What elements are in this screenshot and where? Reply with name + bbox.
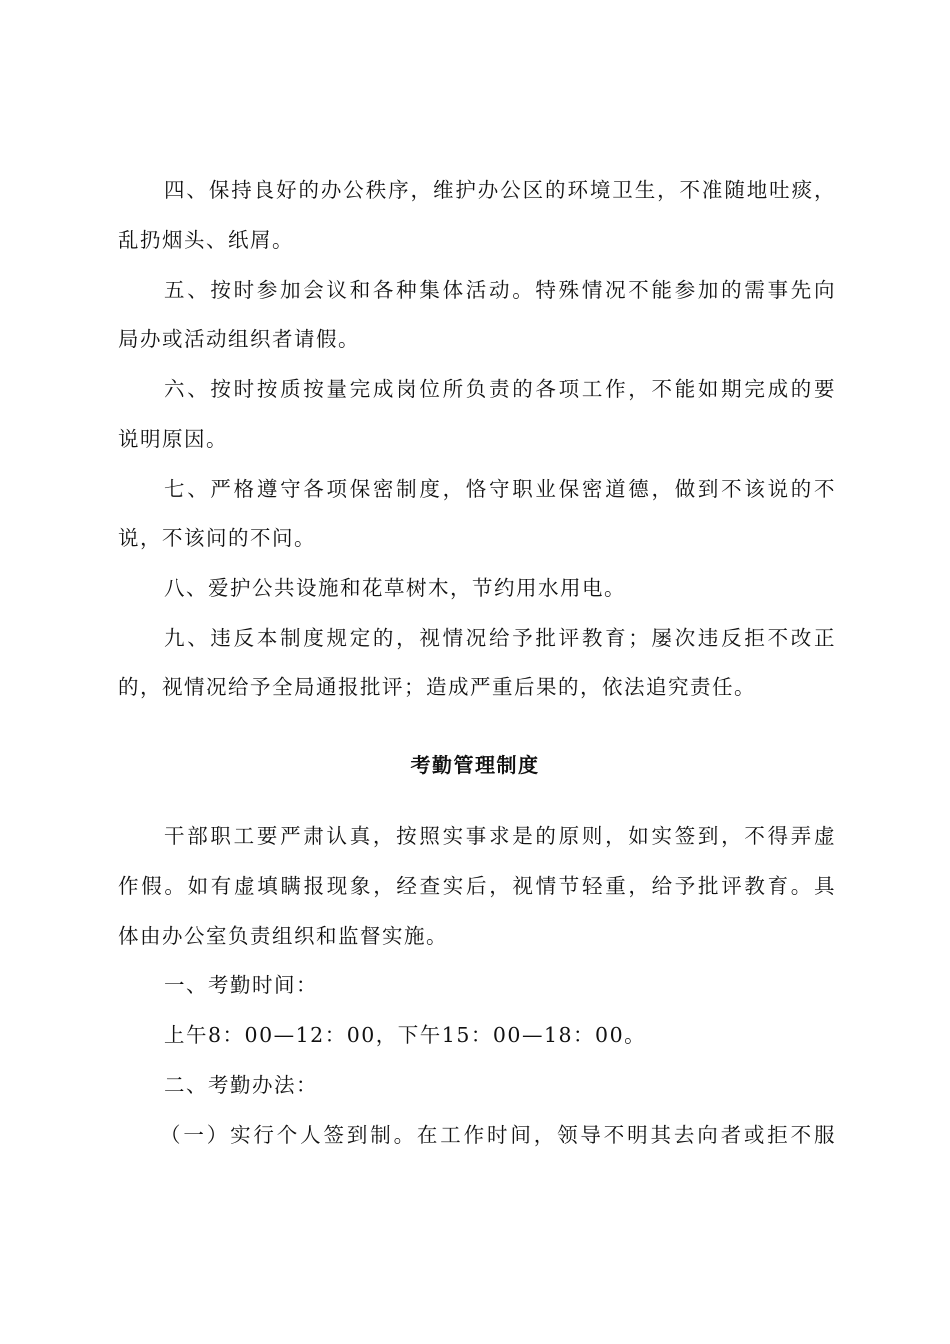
intro-line-3: 体由办公室负责组织和监督实施。 bbox=[118, 924, 448, 948]
attendance-method-item-1: （一）实行个人签到制。在工作时间，领导不明其去向者或拒不服 bbox=[160, 1123, 836, 1147]
attendance-method-heading: 二、考勤办法： bbox=[164, 1073, 318, 1097]
intro-line-1: 干部职工要严肃认真，按照实事求是的原则，如实签到，不得弄虚 bbox=[164, 824, 836, 848]
rule-6-line-1: 六、按时按质按量完成岗位所负责的各项工作，不能如期完成的要 bbox=[164, 377, 836, 401]
rule-6-line-2: 说明原因。 bbox=[118, 427, 228, 451]
rule-5-line-2: 局办或活动组织者请假。 bbox=[118, 327, 360, 351]
attendance-time-value: 上午8：00—12：00，下午15：00—18：00。 bbox=[164, 1023, 647, 1047]
rule-9-line-2: 的，视情况给予全局通报批评；造成严重后果的，依法追究责任。 bbox=[118, 675, 756, 699]
rule-4-line-1: 四、保持良好的办公秩序，维护办公区的环境卫生，不准随地吐痰， bbox=[164, 178, 836, 202]
rule-9-line-1: 九、违反本制度规定的，视情况给予批评教育；屡次违反拒不改正 bbox=[164, 626, 836, 650]
rule-7-line-1: 七、严格遵守各项保密制度，恪守职业保密道德，做到不该说的不 bbox=[164, 477, 836, 501]
section-title: 考勤管理制度 bbox=[410, 753, 540, 777]
attendance-time-heading: 一、考勤时间： bbox=[164, 973, 318, 997]
rule-7-line-2: 说，不该问的不问。 bbox=[118, 526, 316, 550]
rule-8-line-1: 八、爱护公共设施和花草树木，节约用水用电。 bbox=[164, 576, 626, 600]
rule-5-line-1: 五、按时参加会议和各种集体活动。特殊情况不能参加的需事先向 bbox=[164, 278, 836, 302]
intro-line-2: 作假。如有虚填瞒报现象，经查实后，视情节轻重，给予批评教育。具 bbox=[118, 874, 836, 898]
rule-4-line-2: 乱扔烟头、纸屑。 bbox=[118, 228, 294, 252]
